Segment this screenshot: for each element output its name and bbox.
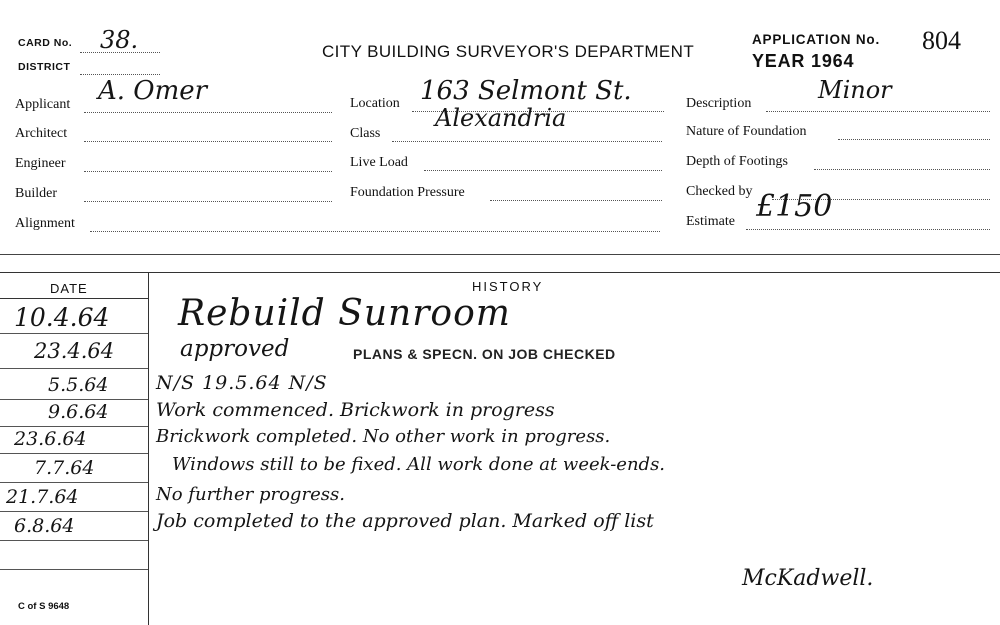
history-row-text: Windows still to be fixed. All work done at week-ends. bbox=[172, 454, 666, 475]
description-dotline bbox=[766, 111, 990, 112]
class-dotline bbox=[392, 141, 662, 142]
row-rule-7 bbox=[0, 511, 148, 512]
live-load-dotline bbox=[424, 170, 662, 171]
history-row-date: 10.4.64 bbox=[14, 303, 110, 332]
plans-checked-stamp: PLANS & SPECN. ON JOB CHECKED bbox=[353, 346, 616, 362]
nature-of-foundation-label: Nature of Foundation bbox=[686, 124, 807, 139]
form-code: C of S 9648 bbox=[18, 601, 70, 612]
row-rule-4 bbox=[0, 426, 148, 427]
history-row-text: approved bbox=[180, 336, 290, 362]
row-rule-9 bbox=[0, 569, 148, 570]
application-no-value: 804 bbox=[922, 26, 961, 55]
applicant-label: Applicant bbox=[15, 97, 71, 112]
row-rule-5 bbox=[0, 453, 148, 454]
architect-label: Architect bbox=[15, 126, 68, 141]
date-header-rule bbox=[0, 298, 148, 299]
estimate-dotline bbox=[746, 229, 990, 230]
nature-of-foundation-dotline bbox=[838, 139, 990, 140]
foundation-pressure-label: Foundation Pressure bbox=[350, 185, 465, 200]
history-row-text: No further progress. bbox=[156, 484, 345, 505]
builder-label: Builder bbox=[15, 186, 57, 201]
year-label: YEAR 1964 bbox=[752, 51, 855, 71]
row-rule-8 bbox=[0, 540, 148, 541]
row-rule-3 bbox=[0, 399, 148, 400]
description-label: Description bbox=[686, 96, 752, 111]
history-row-date: 23.4.64 bbox=[34, 339, 115, 363]
live-load-label: Live Load bbox=[350, 155, 408, 170]
builder-dotline bbox=[84, 201, 332, 202]
history-column-header: HISTORY bbox=[472, 279, 544, 294]
description-value: Minor bbox=[818, 76, 892, 104]
row-rule-6 bbox=[0, 482, 148, 483]
inspector-signature: McKadwell. bbox=[742, 566, 874, 591]
history-row-text: Work commenced. Brickwork in progress bbox=[156, 399, 555, 421]
history-row-date: 7.7.64 bbox=[34, 457, 95, 479]
district-label: DISTRICT bbox=[18, 61, 71, 73]
depth-of-footings-label: Depth of Footings bbox=[686, 154, 788, 169]
date-column-header: DATE bbox=[50, 281, 88, 296]
class-label: Class bbox=[350, 126, 381, 141]
location-value: 163 Selmont St. bbox=[420, 76, 632, 106]
district-dotline bbox=[80, 74, 160, 75]
engineer-label: Engineer bbox=[15, 156, 66, 171]
section-divider-top bbox=[0, 254, 1000, 255]
architect-dotline bbox=[84, 141, 332, 142]
location-label: Location bbox=[350, 96, 400, 111]
alignment-dotline bbox=[90, 231, 660, 232]
history-row-text: Brickwork completed. No other work in progress. bbox=[156, 426, 611, 447]
row-rule-1 bbox=[0, 333, 148, 334]
estimate-value: £150 bbox=[756, 189, 833, 224]
card-no-value: 38. bbox=[100, 26, 139, 54]
history-row-date: 23.6.64 bbox=[14, 428, 87, 450]
checked-by-label: Checked by bbox=[686, 184, 753, 199]
section-divider bbox=[0, 272, 1000, 273]
depth-of-footings-dotline bbox=[814, 169, 990, 170]
history-row-text: Job completed to the approved plan. Marked off list bbox=[156, 510, 654, 532]
foundation-pressure-dotline bbox=[490, 200, 662, 201]
class-value: Alexandria bbox=[435, 104, 567, 132]
alignment-label: Alignment bbox=[15, 216, 75, 231]
history-row-date: 21.7.64 bbox=[6, 486, 79, 508]
history-row-text: N/S 19.5.64 N/S bbox=[156, 372, 328, 394]
applicant-value: A. Omer bbox=[98, 76, 208, 106]
date-column-divider bbox=[148, 272, 149, 625]
history-row-date: 6.8.64 bbox=[14, 515, 75, 537]
department-title: CITY BUILDING SURVEYOR'S DEPARTMENT bbox=[322, 42, 695, 61]
row-rule-2 bbox=[0, 368, 148, 369]
history-row-text: Rebuild Sunroom bbox=[178, 293, 511, 334]
history-row-date: 5.5.64 bbox=[48, 374, 109, 396]
application-no-label: APPLICATION No. bbox=[752, 32, 880, 47]
history-row-date: 9.6.64 bbox=[48, 401, 109, 423]
card-no-label: CARD No. bbox=[18, 37, 73, 49]
estimate-label: Estimate bbox=[686, 214, 735, 229]
applicant-dotline bbox=[84, 112, 332, 113]
engineer-dotline bbox=[84, 171, 332, 172]
